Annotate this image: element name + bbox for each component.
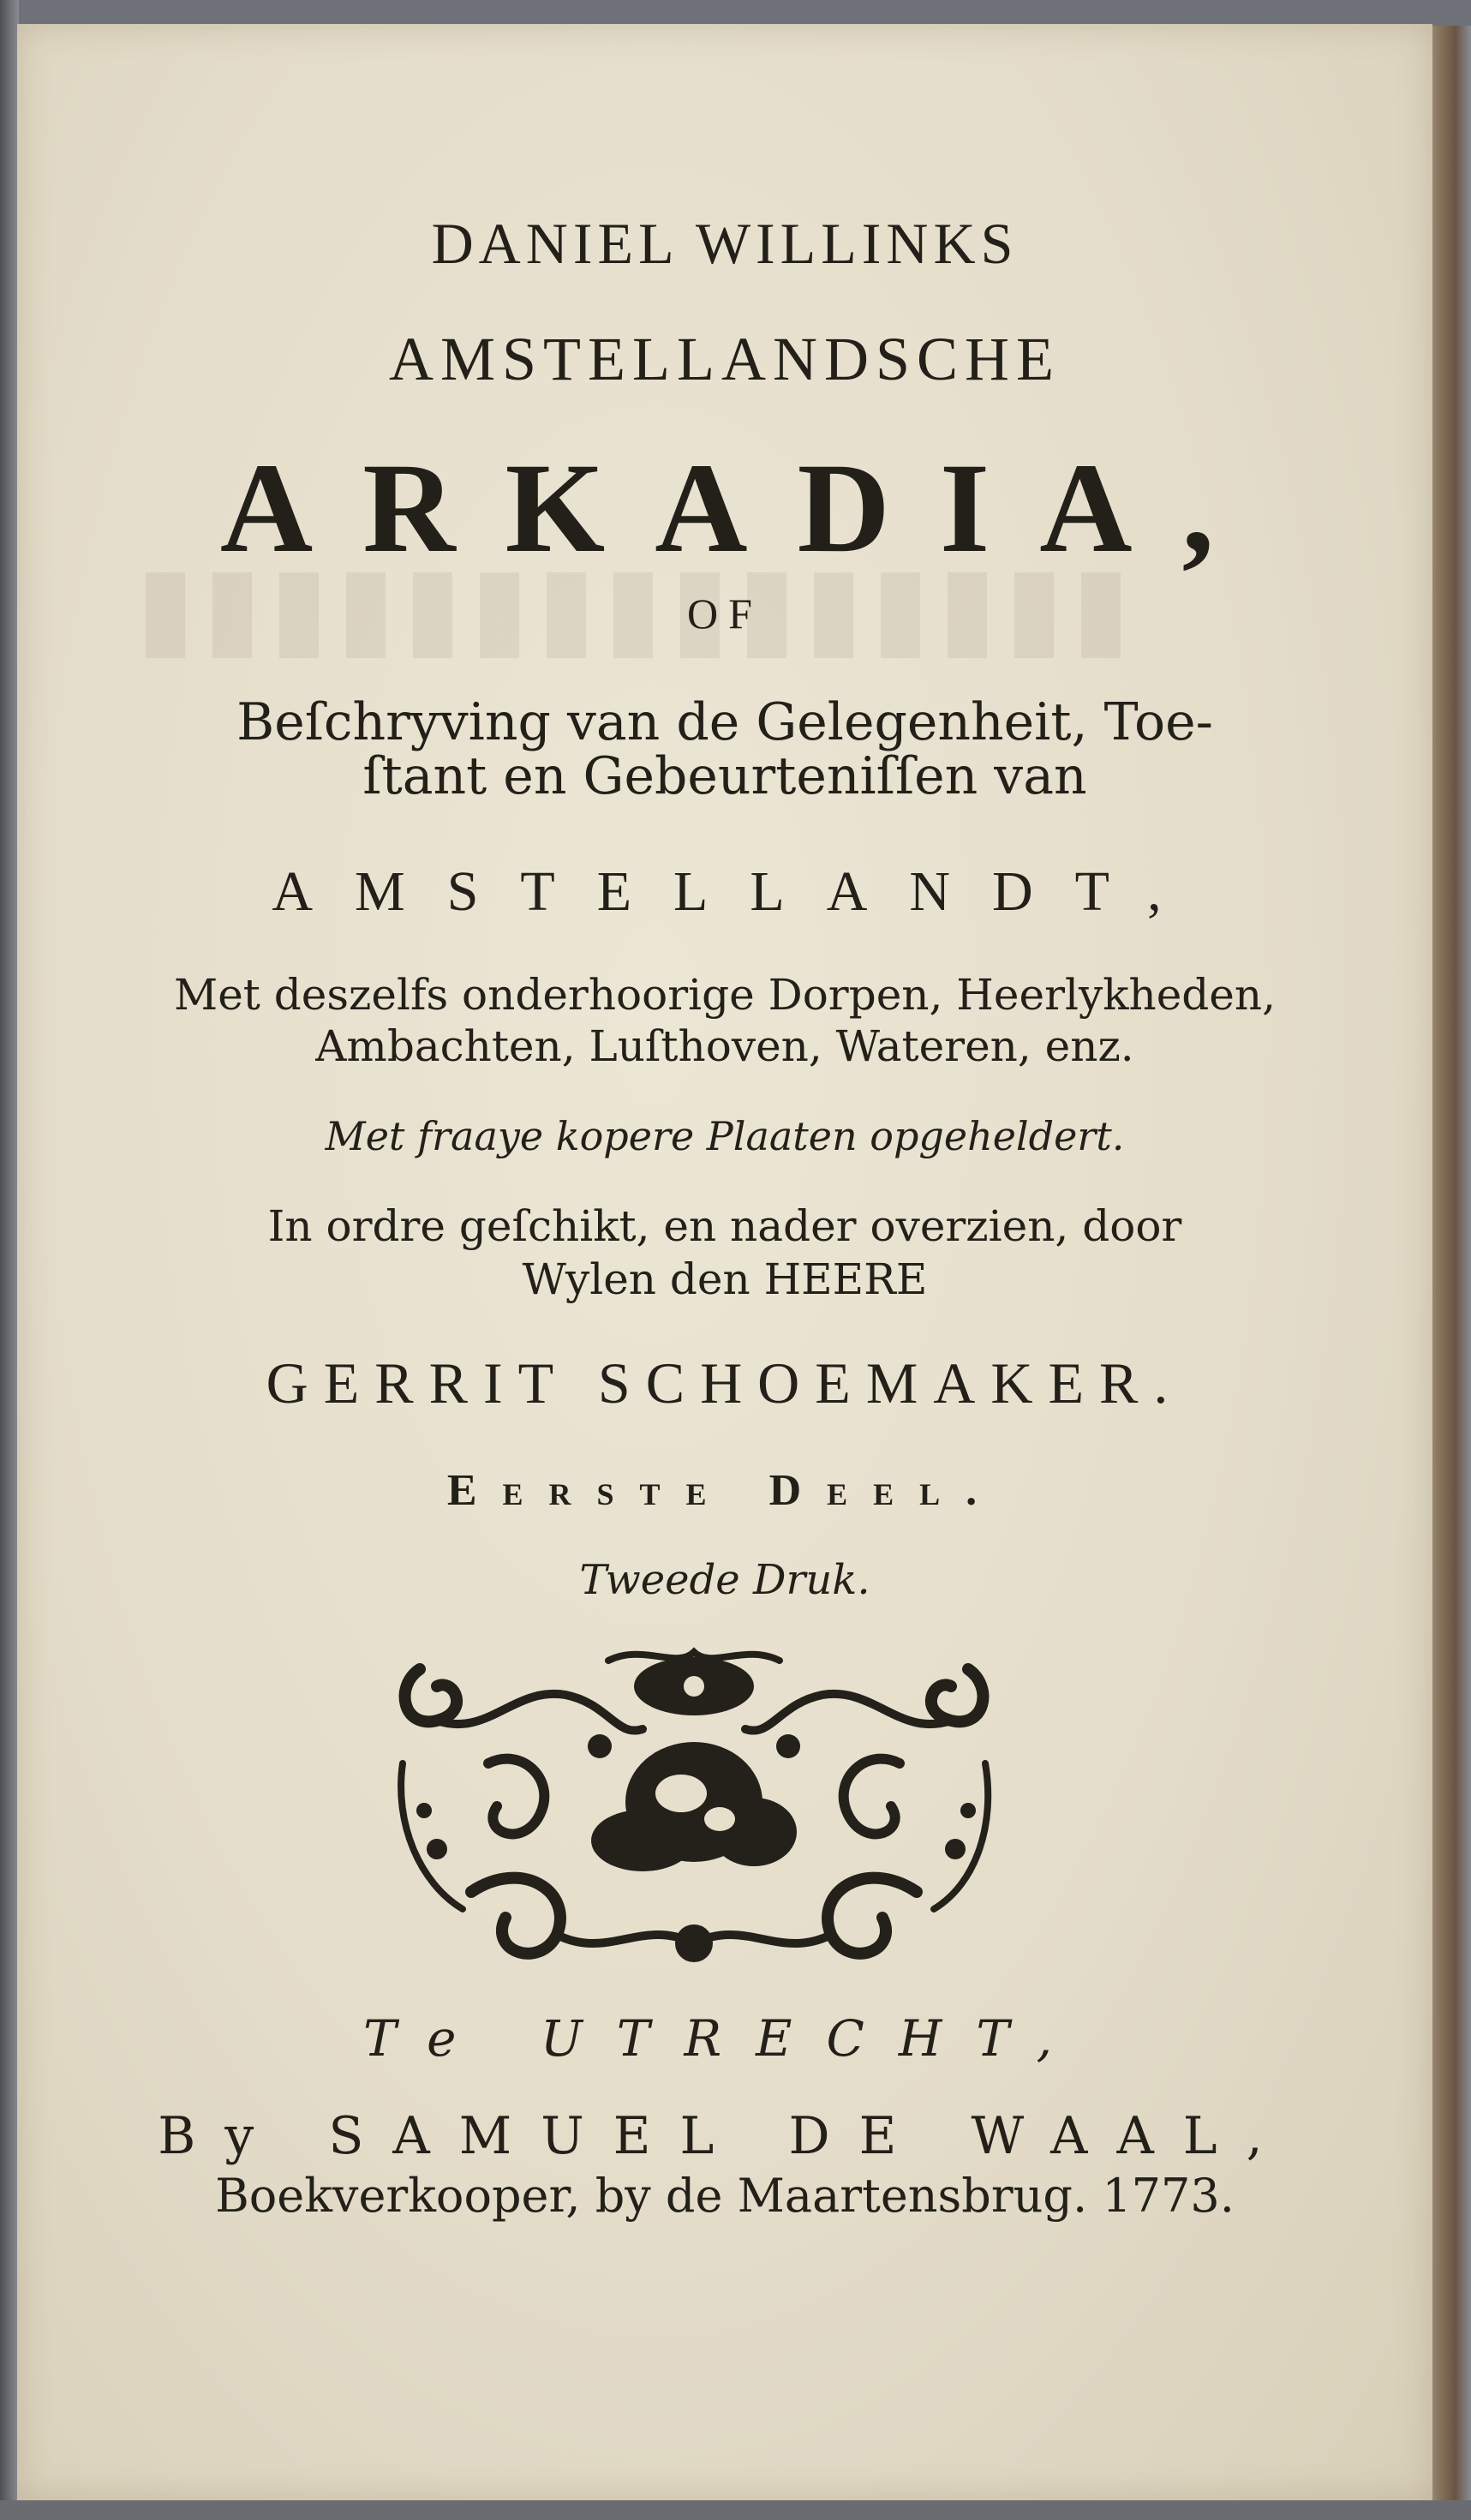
description-line-2: ſtant en Gebeurteniſſen van <box>362 746 1087 806</box>
scan-backdrop-left <box>0 0 19 2520</box>
details-line-2: Ambachten, Luſthoven, Wateren, enz. <box>315 1021 1134 1071</box>
editor-name: GERRIT SCHOEMAKER. <box>266 1350 1184 1416</box>
region-title: AMSTELLANDT, <box>272 860 1204 923</box>
or-line: OF <box>687 590 762 637</box>
imprint-place: Te UTRECHT, <box>362 2009 1087 2068</box>
edition-label: Tweede Druk. <box>579 1556 870 1604</box>
details-line-1: Met deszelfs onderhoorige Dorpen, Heerlykheden, <box>174 970 1276 1020</box>
editor-line-1: In ordre geſchikt, en nader overzien, door <box>267 1201 1182 1251</box>
scan-backdrop-bottom <box>0 2500 1471 2520</box>
title-page <box>17 24 1432 2500</box>
editor-line-2: Wylen den HEERE <box>522 1254 928 1304</box>
imprint-address: Boekverkooper, by de Maartensbrug. 1773. <box>215 2169 1235 2223</box>
subtitle-line: AMSTELLANDSCHE <box>388 325 1061 393</box>
main-title: ARKADIA, <box>219 437 1265 579</box>
rococo-vignette-ornament-icon <box>386 1635 1002 1978</box>
author-line: DANIEL WILLINKS <box>431 211 1019 276</box>
plates-note: Met fraaye kopere Plaaten opgeheldert. <box>325 1113 1125 1159</box>
imprint-publisher: By SAMUEL DE WAAL, <box>158 2106 1292 2166</box>
volume-label: Eerste Deel. <box>446 1466 1003 1515</box>
description-line-1: Beſchryving van de Gelegenheit, Toe- <box>236 692 1213 752</box>
